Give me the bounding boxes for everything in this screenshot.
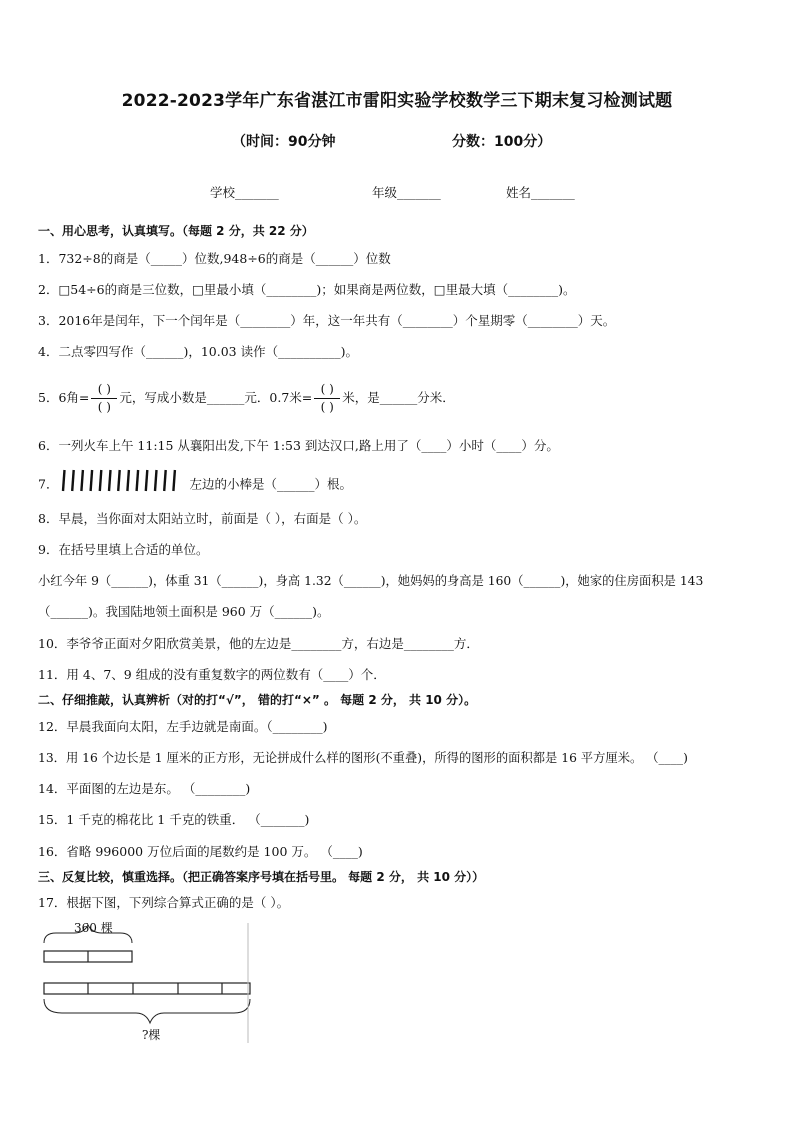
bottom-brace-label: ?棵 bbox=[142, 1028, 161, 1042]
stick bbox=[146, 470, 148, 491]
question-8: 8．早晨，当你面对太阳站立时，前面是（ ），右面是（ ）。 bbox=[38, 511, 367, 526]
segment-diagram bbox=[38, 915, 254, 1045]
q5-part-b: 元，写成小数是______元．0.7米= bbox=[119, 390, 313, 405]
section-2-heading: 二、仔细推敲，认真辨析（对的打“√”， 错的打“×” 。 每题 2 分， 共 10 分）。 bbox=[38, 693, 477, 707]
sticks-svg bbox=[58, 466, 186, 494]
stick bbox=[82, 470, 84, 491]
stick bbox=[128, 470, 129, 491]
exam-title: 2022-2023学年广东省湛江市雷阳实验学校数学三下期末复习检测试题 bbox=[121, 91, 673, 111]
question-9-line-b: （______)。我国陆地领土面积是 960 万（______)。 bbox=[38, 604, 330, 619]
question-15: 15．1 千克的棉花比 1 千克的铁重． （_______) bbox=[38, 812, 310, 827]
fraction-numerator: ( ) bbox=[314, 381, 340, 399]
fraction-numerator: ( ) bbox=[91, 381, 117, 399]
stick bbox=[73, 470, 75, 491]
section-1-heading: 一、用心思考，认真填写。（每题 2 分，共 22 分） bbox=[38, 224, 314, 238]
question-6: 6．一列火车上午 11:15 从襄阳出发,下午 1:53 到达汉口,路上用了（____）小时（____）分。 bbox=[38, 438, 559, 453]
question-10: 10．李爷爷正面对夕阳欣赏美景，他的左边是________方，右边是________方． bbox=[38, 636, 479, 651]
exam-time: （时间：90分钟 bbox=[232, 134, 336, 150]
question-13: 13．用 16 个边长是 1 厘米的正方形，无论拼成什么样的图形(不重叠)，所得的图形的面积都是 16 平方厘米。 （____) bbox=[38, 751, 688, 765]
stick bbox=[174, 470, 176, 491]
fraction-denominator: ( ) bbox=[320, 400, 334, 414]
question-5 bbox=[38, 380, 768, 416]
question-1: 1．732÷8的商是（_____）位数,948÷6的商是（______）位数 bbox=[38, 251, 391, 266]
top-brace-label: 360 棵 bbox=[74, 921, 113, 935]
stick bbox=[91, 470, 93, 491]
question-7 bbox=[38, 466, 768, 504]
stick bbox=[155, 470, 157, 491]
stick bbox=[119, 470, 121, 491]
question-11: 11．用 4、7、9 组成的没有重复数字的两位数有（____）个． bbox=[38, 667, 386, 682]
question-17: 17．根据下图，下列综合算式正确的是（ ）。 bbox=[38, 895, 290, 910]
question-3: 3．2016年是闰年，下一个闰年是（________）年，这一年共有（________）个星期零（________）天。 bbox=[38, 313, 616, 328]
grade-field: 年级_______ bbox=[372, 185, 441, 200]
section-3-heading: 三、反复比较，慎重选择。（把正确答案序号填在括号里。 每题 2 分， 共 10 分）） bbox=[38, 870, 485, 884]
fraction-blank bbox=[314, 381, 340, 416]
q7-number: 7． bbox=[38, 476, 59, 492]
segment-diagram-svg bbox=[38, 915, 254, 1045]
question-16: 16．省略 996000 万位后面的尾数约是 100 万。 （____) bbox=[38, 844, 363, 859]
stick bbox=[165, 470, 167, 491]
student-info bbox=[0, 183, 794, 201]
fraction-blank bbox=[91, 381, 117, 416]
name-field: 姓名_______ bbox=[506, 185, 575, 200]
exam-meta bbox=[0, 131, 794, 151]
q5-part-a: 5．6角= bbox=[38, 390, 90, 405]
stick bbox=[100, 470, 102, 491]
question-9-line-a: 小红今年 9（______)，体重 31（______)，身高 1.32（______)，她妈妈的身高是 160（______)，她家的住房面积是 143 bbox=[38, 574, 704, 588]
question-12: 12．早晨我面向太阳，左手边就是南面。（________) bbox=[38, 719, 328, 734]
question-14: 14．平面图的左边是东。 （________) bbox=[38, 781, 251, 796]
question-2: 2．□54÷6的商是三位数，□里最小填（________)；如果商是两位数，□里最大填（________)。 bbox=[38, 282, 576, 297]
exam-score: 分数：100分） bbox=[452, 134, 552, 150]
question-9: 9．在括号里填上合适的单位。 bbox=[38, 542, 209, 557]
sticks-picture bbox=[58, 466, 186, 504]
stick bbox=[137, 470, 139, 491]
school-field: 学校_______ bbox=[210, 185, 279, 200]
bottom-bar bbox=[44, 983, 250, 994]
q5-part-c: 米，是______分米． bbox=[342, 390, 455, 405]
stick bbox=[109, 470, 111, 491]
question-4: 4．二点零四写作（______)，10.03 读作（__________)。 bbox=[38, 344, 358, 359]
stick bbox=[63, 470, 65, 491]
q7-text: 左边的小棒是（______）根。 bbox=[189, 476, 352, 492]
fraction-denominator: ( ) bbox=[97, 400, 111, 414]
